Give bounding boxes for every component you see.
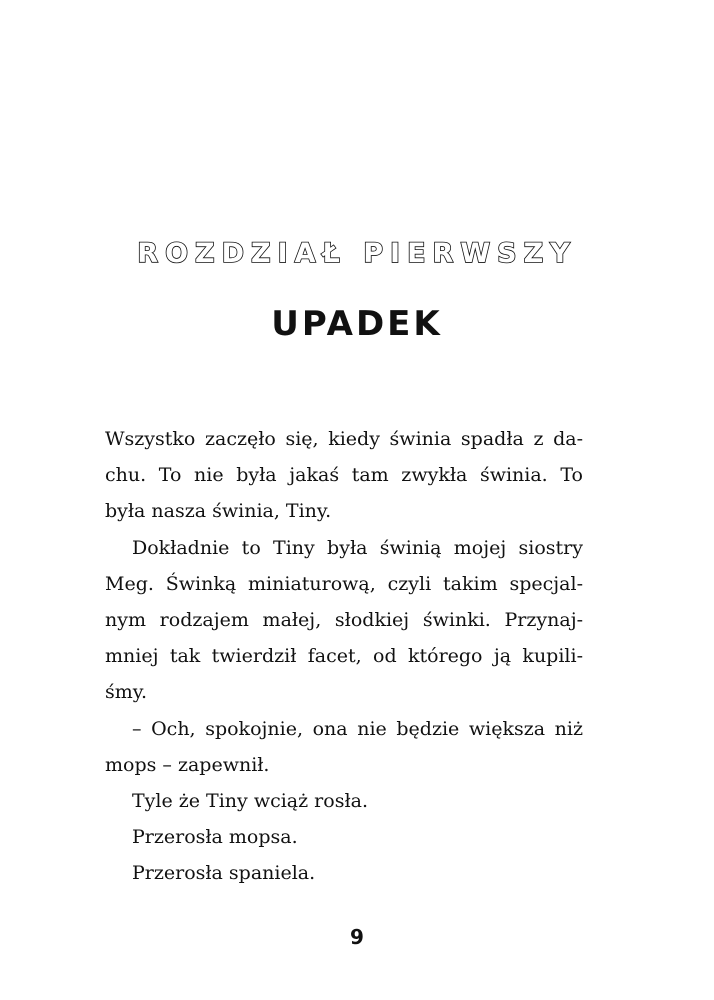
text-line: mops – zapewnił.	[105, 753, 270, 776]
text-line: Przerosła mopsa.	[132, 826, 298, 849]
text-line: Dokładnie to Tiny była świnią mojej siostry	[132, 536, 583, 559]
text-line: nym rodzajem małej, słodkiej świnki. Przynaj-	[105, 608, 583, 631]
text-line: – Och, spokojnie, ona nie będzie większa niż	[132, 717, 583, 740]
chapter-label: ROZDZIAŁ PIERWSZY	[137, 238, 577, 269]
page-number: 9	[350, 925, 364, 949]
chapter-title: UPADEK	[271, 304, 443, 344]
text-line: chu. To nie była jakaś tam zwykła świnia. To	[105, 464, 583, 487]
body-text	[105, 421, 583, 891]
text-line: mniej tak twierdził facet, od którego ją kupili-	[105, 645, 583, 668]
text-line: śmy.	[105, 681, 148, 704]
text-line: Tyle że Tiny wciąż rosła.	[132, 789, 368, 812]
text-line: była nasza świnia, Tiny.	[105, 500, 332, 523]
text-line: Przerosła spaniela.	[132, 862, 316, 885]
text-line: Wszystko zaczęło się, kiedy świnia spadła z da-	[105, 428, 583, 450]
text-line: Meg. Świnką miniaturową, czyli takim specjal-	[105, 572, 583, 595]
